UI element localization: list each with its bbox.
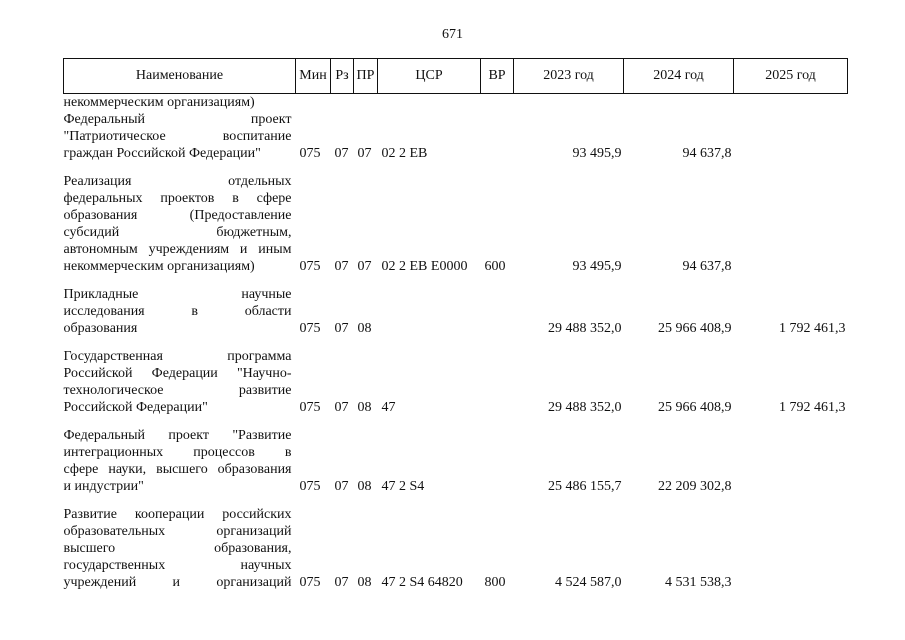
row-name-line: граждан Российской Федерации" [63,146,261,161]
row-name-line: образовательных организаций [63,524,292,539]
cell-csr: 02 2 EB E0000 [381,259,468,274]
cell-y2025 [734,427,848,495]
row-name-line: сфере науки, высшего образования [63,462,292,477]
row-name-line: образования [63,321,138,336]
budget-table [63,58,848,591]
cell-y2025 [734,94,848,112]
row-name-line: Федеральный проект [63,112,292,127]
row-name-line: и индустрии" [63,479,144,494]
table-row [64,111,848,162]
row-name-line: интеграционных процессов в [63,445,292,460]
cell-rz: 07 [334,146,349,161]
row-name [64,94,296,112]
cell-min: 075 [299,146,321,161]
page-number: 671 [442,27,463,42]
table-header [64,59,848,94]
row-name-line: Прикладные научные [63,287,292,302]
cell-csr [378,286,481,337]
row-name [64,111,296,162]
row-name [64,348,296,416]
header-rz: Рз [331,59,354,94]
header-name: Наименование [64,59,296,94]
header-2025: 2025 год [734,59,848,94]
header-min: Мин [296,59,331,94]
cell-rz: 07 [334,400,349,415]
cell-y2023: 93 495,9 [572,259,622,274]
row-name-line: федеральных проектов в сфере [63,191,292,206]
cell-csr [378,94,481,112]
cell-pr: 07 [357,146,372,161]
table-row [64,348,848,416]
cell-csr: 02 2 EB [381,146,428,161]
row-name-line: Федеральный проект "Развитие [63,428,292,443]
row-name-line: Государственная программа [63,349,292,364]
row-name-line: некоммерческим организациям) [63,95,255,110]
row-name-line: Реализация отдельных [63,174,292,189]
cell-min: 075 [299,479,321,494]
cell-y2025: 1 792 461,3 [779,400,846,415]
cell-rz [331,94,354,112]
row-name [64,286,296,337]
row-name-line: высшего образования, [63,541,292,556]
row-name-line: некоммерческим организациям) [63,259,255,274]
cell-y2024: 25 966 408,9 [658,400,732,415]
header-2023: 2023 год [514,59,624,94]
table-row [64,286,848,337]
cell-y2023: 4 524 587,0 [555,575,622,590]
cell-pr: 07 [357,259,372,274]
cell-y2025 [734,506,848,591]
table-body [64,94,848,592]
cell-vr [481,427,514,495]
header-csr: ЦСР [378,59,481,94]
cell-vr [481,286,514,337]
cell-vr [481,94,514,112]
cell-y2024: 25 966 408,9 [658,321,732,336]
cell-y2024 [624,94,734,112]
cell-rz: 07 [334,575,349,590]
table-row [64,173,848,275]
row-name [64,427,296,495]
cell-vr [481,111,514,162]
header-2024: 2024 год [624,59,734,94]
cell-rz: 07 [334,259,349,274]
header-pr: ПР [354,59,378,94]
row-name-line: Развитие кооперации российских [63,507,292,522]
cell-pr [354,94,378,112]
row-name-line: Российской Федерации" [63,400,208,415]
cell-min: 075 [299,575,321,590]
row-name-line: образования (Предоставление [63,208,292,223]
table-row [64,427,848,495]
cell-pr: 08 [357,321,372,336]
cell-pr: 08 [357,400,372,415]
cell-y2025: 1 792 461,3 [779,321,846,336]
cell-y2024: 94 637,8 [682,259,732,274]
cell-min: 075 [299,400,321,415]
row-name [64,173,296,275]
row-name-line: субсидий бюджетным, [63,225,292,240]
cell-min: 075 [299,321,321,336]
row-name [64,506,296,591]
header-vr: ВР [481,59,514,94]
cell-y2024: 22 209 302,8 [658,479,732,494]
cell-y2024: 94 637,8 [682,146,732,161]
cell-csr: 47 [381,400,396,415]
cell-y2023: 93 495,9 [572,146,622,161]
table-row [64,94,848,112]
table-row [64,506,848,591]
cell-y2023: 29 488 352,0 [548,400,622,415]
row-name-line: учреждений и организаций [63,575,292,590]
row-name-line: Российской Федерации "Научно- [63,366,292,381]
cell-y2023: 29 488 352,0 [548,321,622,336]
cell-pr: 08 [357,575,372,590]
row-name-line: автономным учреждениям и иным [63,242,292,257]
row-name-line: технологическое развитие [63,383,292,398]
cell-vr: 800 [484,575,506,590]
cell-csr: 47 2 S4 [381,479,425,494]
cell-rz: 07 [334,321,349,336]
cell-y2023: 25 486 155,7 [548,479,622,494]
cell-y2023 [514,94,624,112]
cell-csr: 47 2 S4 64820 [381,575,463,590]
cell-pr: 08 [357,479,372,494]
row-name-line: "Патриотическое воспитание [63,129,292,144]
cell-vr: 600 [484,259,506,274]
cell-y2024: 4 531 538,3 [665,575,732,590]
row-name-line: исследования в области [63,304,292,319]
cell-rz: 07 [334,479,349,494]
row-name-line: государственных научных [63,558,292,573]
cell-y2025 [734,173,848,275]
cell-min: 075 [299,259,321,274]
cell-min [296,94,331,112]
cell-y2025 [734,111,848,162]
cell-vr [481,348,514,416]
